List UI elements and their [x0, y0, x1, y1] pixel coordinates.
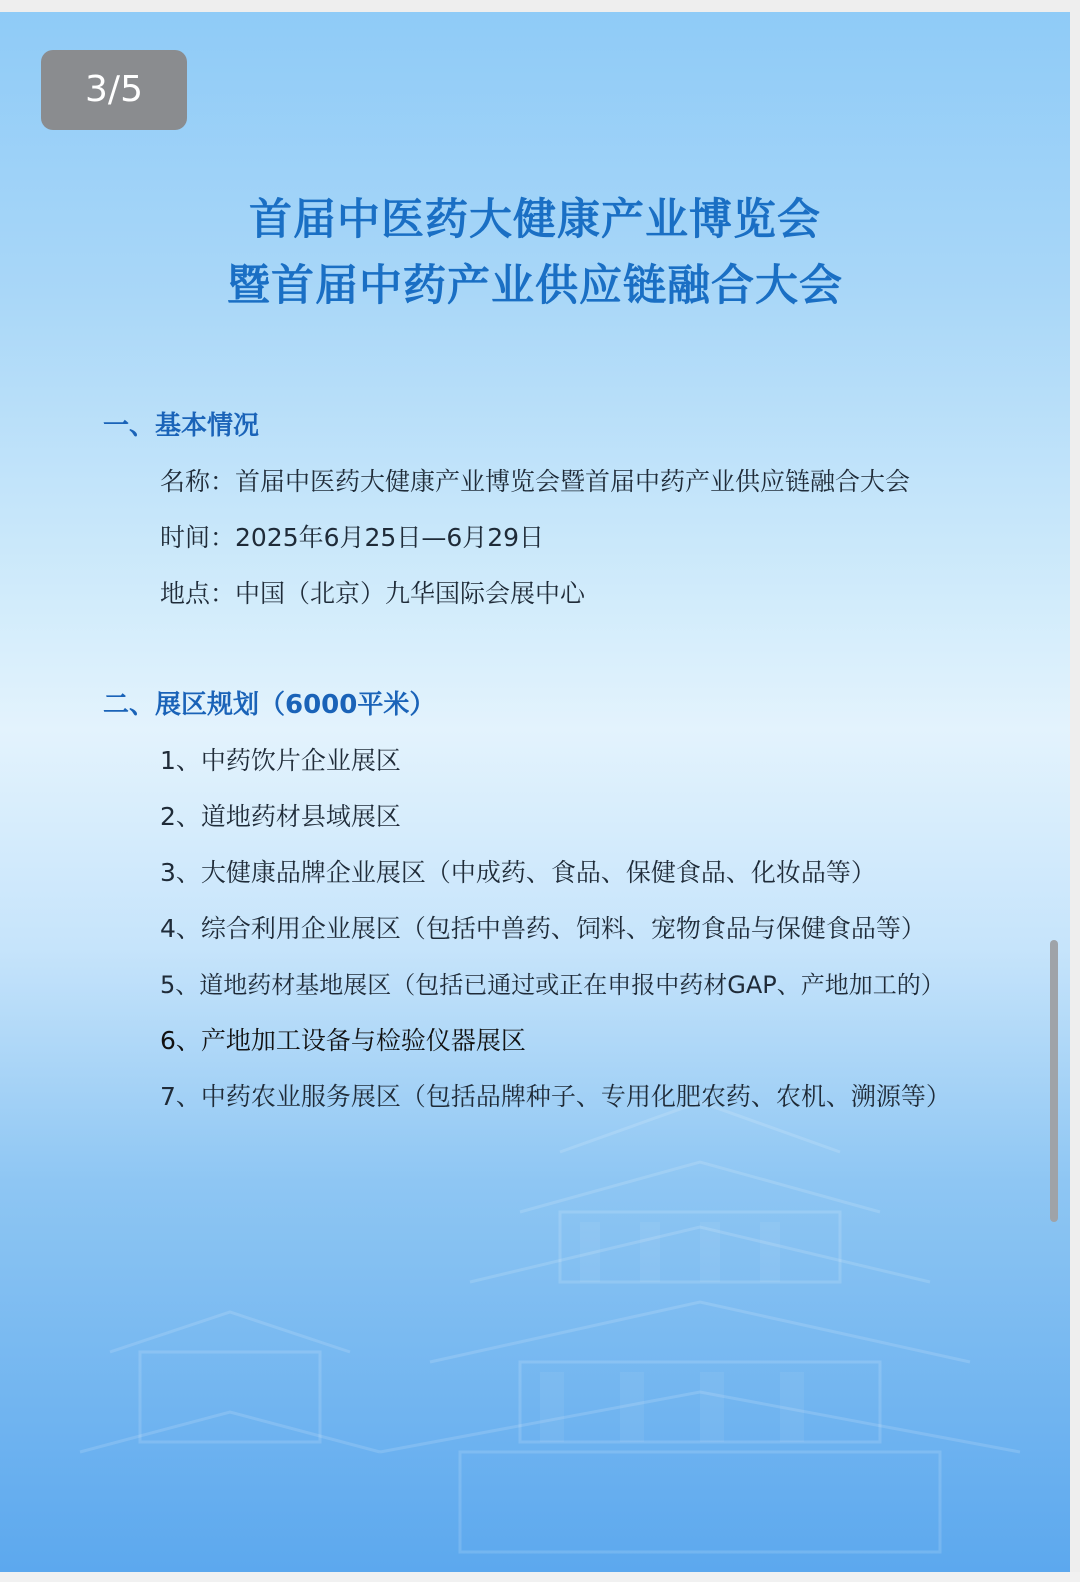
list-item: 7、中药农业服务展区（包括品牌种子、专用化肥农药、农机、溯源等）	[160, 1082, 951, 1111]
list-item: 3、大健康品牌企业展区（中成药、食品、保健食品、化妆品等）	[160, 858, 876, 887]
list-item: 5、道地药材基地展区（包括已通过或正在申报中药材GAP、产地加工的）	[160, 971, 945, 999]
info-place: 地点：中国（北京）九华国际会展中心	[160, 579, 586, 608]
list-item: 6、产地加工设备与检验仪器展区	[160, 1026, 526, 1055]
title-line-2: 暨首届中药产业供应链融合大会	[227, 261, 843, 311]
bottom-edge	[0, 1572, 1080, 1582]
list-item: 1、中药饮片企业展区	[160, 746, 401, 775]
vertical-scrollbar[interactable]	[1050, 940, 1058, 1222]
document-title	[0, 187, 1070, 319]
title-line-1: 首届中医药大健康产业博览会	[249, 195, 821, 245]
page-indicator-badge: 3/5	[41, 50, 187, 130]
section-heading-basic-info: 一、基本情况	[103, 411, 260, 441]
section-heading-exhibition-zones: 二、展区规划（6000平米）	[103, 690, 436, 720]
list-item: 2、道地药材县域展区	[160, 802, 401, 831]
list-item: 4、综合利用企业展区（包括中兽药、饲料、宠物食品与保健食品等）	[160, 914, 926, 943]
info-name: 名称：首届中医药大健康产业博览会暨首届中药产业供应链融合大会	[160, 467, 911, 496]
info-time: 时间：2025年6月25日—6月29日	[160, 523, 545, 552]
document-page	[0, 12, 1070, 1572]
